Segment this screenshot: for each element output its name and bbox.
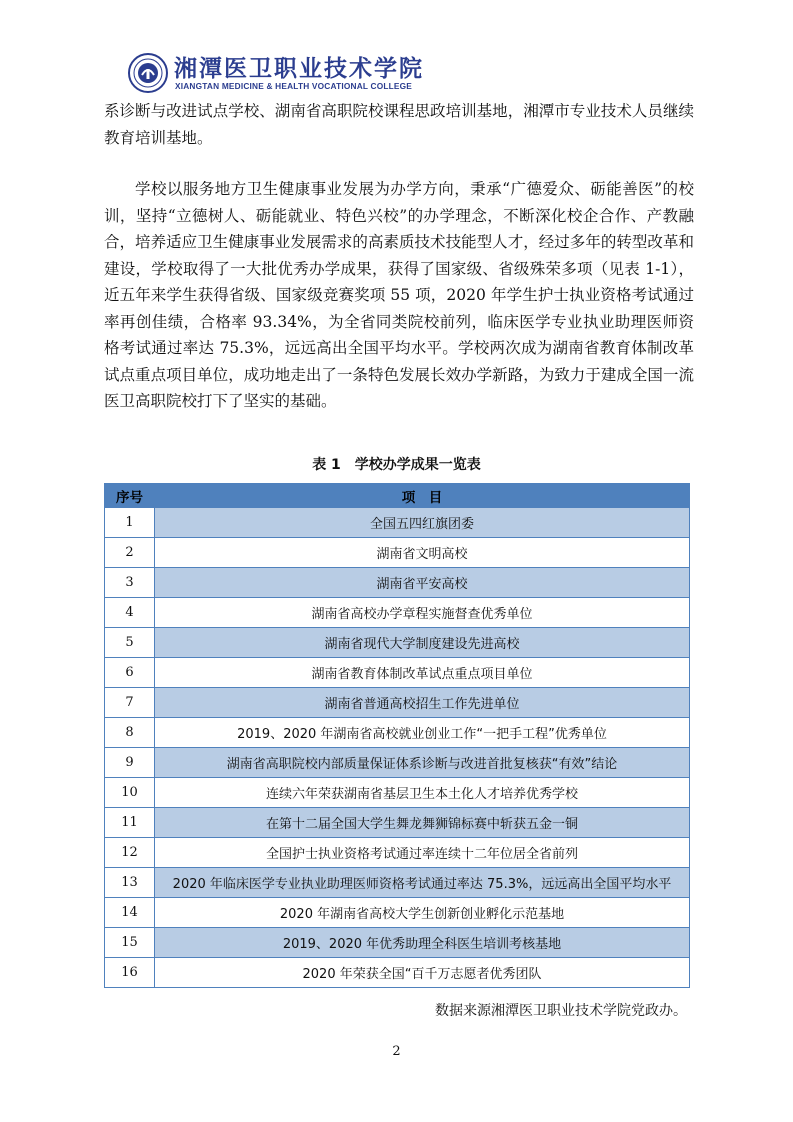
source-note: 数据来源湘潭医卫职业技术学院党政办。 xyxy=(435,1003,687,1019)
row-number: 4 xyxy=(105,598,155,628)
school-header xyxy=(104,44,704,104)
school-name-en: XIANGTAN MEDICINE & HEALTH VOCATIONAL COLLEGE xyxy=(175,81,413,91)
row-item: 连续六年荣获湖南省基层卫生本土化人才培养优秀学校 xyxy=(155,778,690,808)
paragraph-main: 学校以服务地方卫生健康事业发展为办学方向，秉承“广德爱众、砺能善医”的校训，坚持“立德树人、砺能就业、特色兴校”的办学理念，不断深化校企合作、产教融合，培养适应卫生健康事业发展需求的高素质技术技能型人才，经过多年的转型改革和建设，学校取得了一大批优秀办学成果，获得了国家级、省级殊荣多项（见表 1-1），近五年来学生获得省级、国家级竞赛奖项 55 项，2020 年学生护士执业资格考试通过率再创佳绩，合格率 93.34%，为全省同类院校前列，临床医学专业执业助理医师资格考试通过率达 75.3%，远远高出全国平均水平。学校两次成为湖南省教育体制改革试点重点项目单位，成功地走出了一条特色发展长效办学新路，为致力于建成全国一流医卫高职院校打下了坚实的基础。 xyxy=(104,180,694,410)
header-number: 序号 xyxy=(105,484,155,508)
row-item: 湖南省平安高校 xyxy=(155,568,690,598)
table-row xyxy=(105,628,690,658)
row-number: 2 xyxy=(105,538,155,568)
row-number: 10 xyxy=(105,778,155,808)
table-row xyxy=(105,688,690,718)
row-number: 6 xyxy=(105,658,155,688)
table-row xyxy=(105,898,690,928)
row-item: 湖南省教育体制改革试点重点项目单位 xyxy=(155,658,690,688)
table-row xyxy=(105,718,690,748)
table-caption: 表 1 学校办学成果一览表 xyxy=(312,457,481,473)
row-number: 12 xyxy=(105,838,155,868)
header-item: 项 目 xyxy=(155,484,690,508)
table-row xyxy=(105,808,690,838)
school-name-cn: 湘潭医卫职业技术学院 xyxy=(174,55,424,82)
row-number: 3 xyxy=(105,568,155,598)
table-row xyxy=(105,748,690,778)
table-row xyxy=(105,568,690,598)
row-number: 5 xyxy=(105,628,155,658)
row-item: 湖南省高职院校内部质量保证体系诊断与改进首批复核获“有效”结论 xyxy=(155,748,690,778)
table-header-row xyxy=(105,484,690,508)
page-number: 2 xyxy=(392,1044,401,1059)
row-number: 7 xyxy=(105,688,155,718)
row-item: 在第十二届全国大学生舞龙舞狮锦标赛中斩获五金一铜 xyxy=(155,808,690,838)
results-table xyxy=(104,483,690,988)
row-number: 16 xyxy=(105,958,155,988)
table-row xyxy=(105,868,690,898)
row-number: 8 xyxy=(105,718,155,748)
table-row xyxy=(105,958,690,988)
table-row xyxy=(105,508,690,538)
table-row xyxy=(105,538,690,568)
row-number: 11 xyxy=(105,808,155,838)
row-item: 2019、2020 年湖南省高校就业创业工作“一把手工程”优秀单位 xyxy=(155,718,690,748)
table-row xyxy=(105,838,690,868)
table-row xyxy=(105,598,690,628)
table-row xyxy=(105,658,690,688)
row-item: 2019、2020 年优秀助理全科医生培训考核基地 xyxy=(155,928,690,958)
row-item: 全国五四红旗团委 xyxy=(155,508,690,538)
table-row xyxy=(105,778,690,808)
row-item: 全国护士执业资格考试通过率连续十二年位居全省前列 xyxy=(155,838,690,868)
school-seal-icon xyxy=(128,53,168,93)
row-item: 湖南省现代大学制度建设先进高校 xyxy=(155,628,690,658)
row-item: 2020 年临床医学专业执业助理医师资格考试通过率达 75.3%，远远高出全国平均水平 xyxy=(155,868,690,898)
row-number: 15 xyxy=(105,928,155,958)
row-number: 9 xyxy=(105,748,155,778)
row-item: 湖南省普通高校招生工作先进单位 xyxy=(155,688,690,718)
row-number: 1 xyxy=(105,508,155,538)
row-item: 湖南省高校办学章程实施督查优秀单位 xyxy=(155,598,690,628)
table-row xyxy=(105,928,690,958)
row-item: 湖南省文明高校 xyxy=(155,538,690,568)
row-number: 13 xyxy=(105,868,155,898)
row-item: 2020 年湖南省高校大学生创新创业孵化示范基地 xyxy=(155,898,690,928)
paragraph-continued: 系诊断与改进试点学校、湖南省高职院校课程思政培训基地，湘潭市专业技术人员继续教育培训基地。 xyxy=(104,102,694,147)
row-item: 2020 年荣获全国“百千万志愿者优秀团队 xyxy=(155,958,690,988)
row-number: 14 xyxy=(105,898,155,928)
